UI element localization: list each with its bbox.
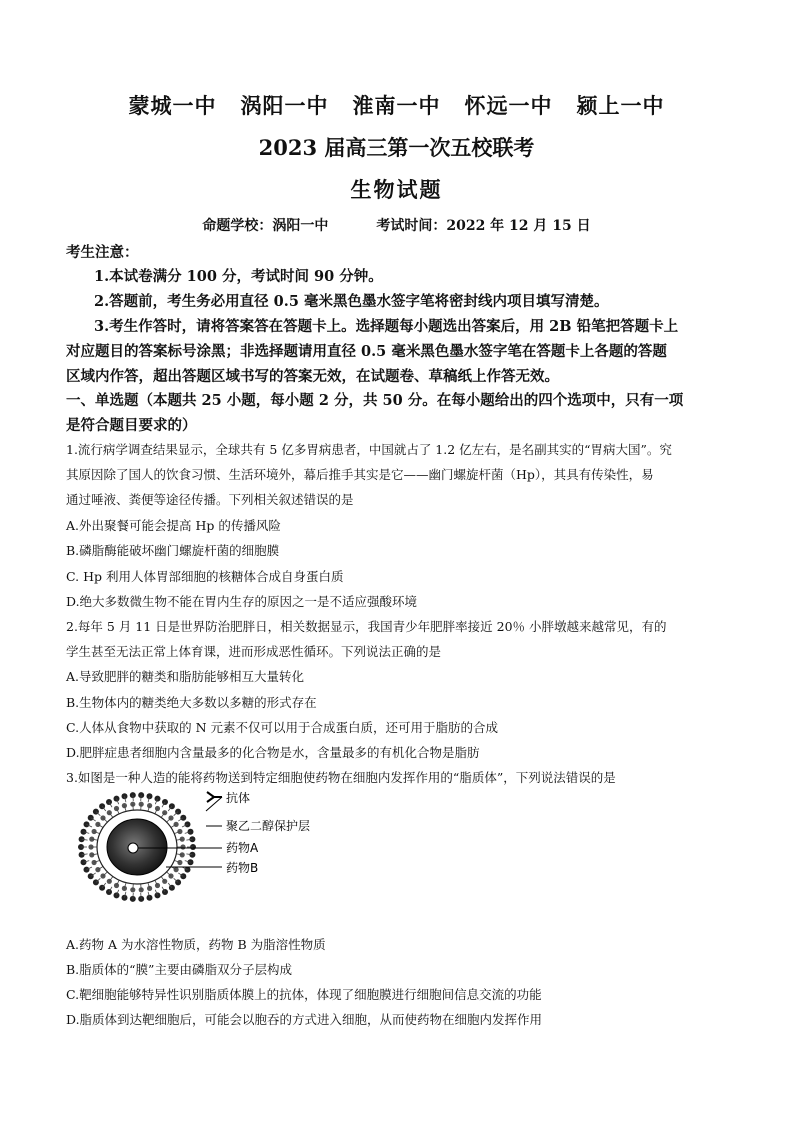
label-drug-a: 药物A (226, 841, 259, 855)
option: C. Hp 利用人体胃部细胞的核糖体合成自身蛋白质 (66, 569, 344, 584)
school-list (0, 90, 793, 120)
option: D.脂质体到达靶细胞后，可能会以胞吞的方式进入细胞，从而使药物在细胞内发挥作用 (66, 1012, 543, 1027)
liposome-illustration (66, 785, 336, 910)
exam-meta (0, 215, 793, 235)
phospholipid-tail (133, 893, 134, 899)
option: A.导致肥胖的糖类和脂肪能够相互大量转化 (66, 669, 305, 684)
phospholipid-head (155, 796, 161, 802)
subject-title: 生物试题 (350, 177, 443, 202)
phospholipid-head (122, 895, 128, 901)
option: A.药物 A 为水溶性物质，药物 B 为脂溶性物质 (66, 937, 326, 952)
phospholipid-tail (141, 893, 142, 899)
phospholipid-head (155, 892, 161, 898)
phospholipid-head (122, 793, 128, 799)
notice-item: 对应题目的答案标号涂黑；非选择题请用直径 0.5 毫米黑色墨水签字笔在答题卡上各题的答题 (66, 343, 667, 360)
exam-time: 考试时间：2022 年 12 月 15 日 (376, 218, 591, 234)
question-stem: 3.如图是一种人造的能将药物送到特定细胞使药物在细胞内发挥作用的“脂质体”，下列说法错误的是 (66, 770, 616, 785)
school-name: 涡阳一中 (240, 93, 329, 118)
question-stem: 通过唾液、粪便等途径传播。下列相关叙述错误的是 (66, 492, 354, 507)
phospholipid-head (92, 829, 97, 834)
phospholipid-tail (141, 795, 142, 801)
option: B.脂质体的“膜”主要由磷脂双分子层构成 (66, 962, 292, 977)
phospholipid-head (122, 886, 127, 891)
question-stem: 其原因除了国人的饮食习惯、生活环境外，幕后推手其实是它——幽门螺旋杆菌（Hp），其具有传染性，易 (66, 467, 654, 482)
setter-school: 命题学校：涡阳一中 (202, 218, 329, 234)
question-stem: 1.流行病学调查结果显示，全球共有 5 亿多胃病患者，中国就占了 1.2 亿左右，是名副其实的“胃病大国”。究 (66, 442, 672, 457)
label-peg-layer: 聚乙二醇保护层 (226, 819, 311, 833)
notice-item: 区域内作答，超出答题区域书写的答案无效，在试题卷、草稿纸上作答无效。 (66, 368, 559, 385)
phospholipid-head (147, 803, 152, 808)
notice-item: 2.答题前，考生务必用直径 0.5 毫米黑色墨水签字笔将密封线内项目填写清楚。 (94, 293, 609, 310)
phospholipid-head (92, 860, 97, 865)
school-name: 颍上一中 (576, 93, 665, 118)
phospholipid-tail (133, 884, 134, 890)
option: C.人体从食物中获取的 N 元素不仅可以用于合成蛋白质，还可用于脂肪的合成 (66, 720, 498, 735)
school-name: 蒙城一中 (128, 93, 217, 118)
question-stem: 学生甚至无法正常上体育课，进而形成恶性循环。下列说法正确的是 (66, 644, 442, 659)
notice-item: 1.本试卷满分 100 分，考试时间 90 分钟。 (94, 268, 383, 285)
phospholipid-head (114, 892, 120, 898)
phospholipid-head (147, 895, 153, 901)
label-drug-b: 药物B (226, 861, 259, 875)
phospholipid-tail (133, 795, 134, 801)
phospholipid-tail (141, 884, 142, 890)
option: C.靶细胞能够特异性识别脂质体膜上的抗体，体现了细胞膜进行细胞间信息交流的功能 (66, 987, 542, 1002)
notice-heading: 考生注意： (66, 244, 139, 261)
option: B.生物体内的糖类绝大多数以多糖的形式存在 (66, 695, 317, 710)
phospholipid-head (147, 793, 153, 799)
option: D.肥胖症患者细胞内含量最多的化合物是水，含量最多的有机化合物是脂肪 (66, 745, 480, 760)
phospholipid-tail (141, 804, 142, 810)
phospholipid-head (114, 796, 120, 802)
section-heading: 一、单选题（本题共 25 小题，每小题 2 分，共 50 分。在每小题给出的四个选项中，只有一项 (66, 392, 684, 409)
liposome-diagram (66, 785, 336, 910)
school-name: 怀远一中 (464, 93, 553, 118)
question-stem: 2.每年 5 月 11 日是世界防治肥胖日，相关数据显示，我国青少年肥胖率接近 20％ 小胖墩越来越常见，有的 (66, 619, 667, 634)
label-antibody: 抗体 (226, 791, 251, 805)
option: B.磷脂酶能破坏幽门螺旋杆菌的细胞膜 (66, 543, 280, 558)
phospholipid-tail (133, 804, 134, 810)
phospholipid-head (122, 803, 127, 808)
section-heading: 是符合题目要求的） (66, 417, 197, 434)
option: D.绝大多数微生物不能在胃内生存的原因之一是不适应强酸环境 (66, 594, 418, 609)
school-name: 淮南一中 (352, 93, 441, 118)
phospholipid-head (147, 886, 152, 891)
notice-item: 3.考生作答时，请将答案答在答题卡上。选择题每小题选出答案后，用 2B 铅笔把答题卡上 (94, 318, 679, 335)
option: A.外出聚餐可能会提高 Hp 的传播风险 (66, 518, 281, 533)
exam-title: 2023 届高三第一次五校联考 (258, 135, 535, 160)
